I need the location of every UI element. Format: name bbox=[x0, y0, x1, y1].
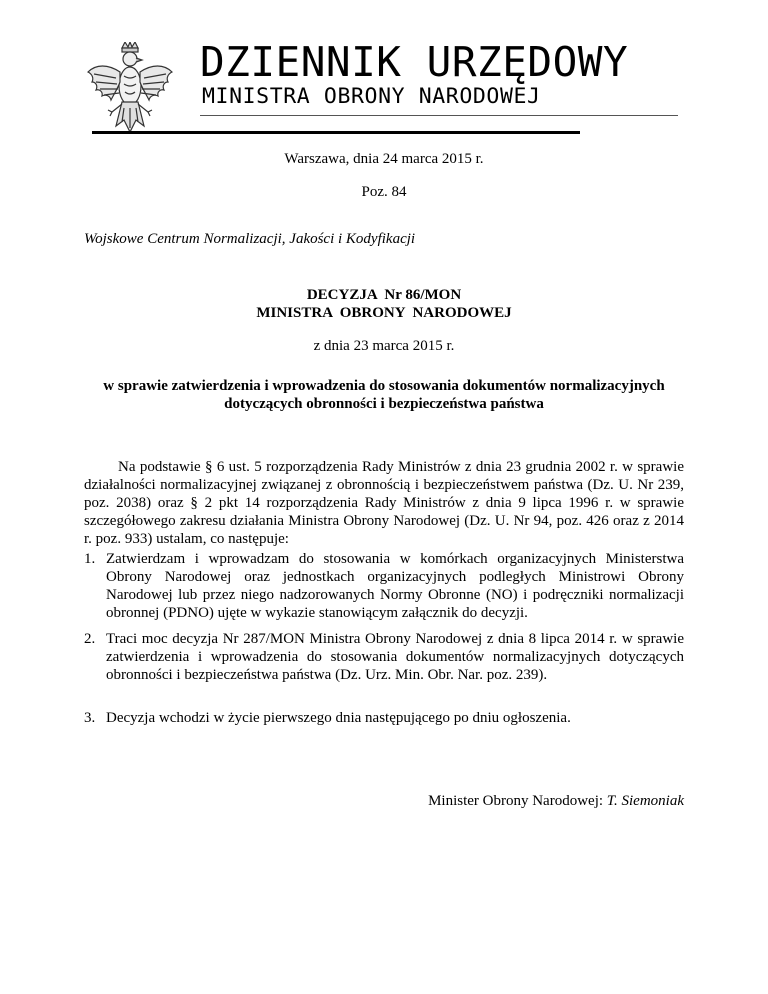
issuer: Wojskowe Centrum Normalizacji, Jakości i Kodyfikacji bbox=[84, 231, 416, 247]
intro-paragraph: Na podstawie § 6 ust. 5 rozporządzenia Rady Ministrów z dnia 23 grudnia 2002 r. w sprawie działalności normalizacyjnej związanej z obronnością i bezpieczeństwem państwa (Dz. U. Nr 239, poz. 2038) oraz § 2 pkt 14 rozporządzenia Rady Ministrów z dnia 9 lipca 1996 r. w sprawie szczegółowego zakresu działania Ministra Obrony Narodowej (Dz. U. Nr 94, poz. 426 oraz z 2014 r. poz. 933) ustalam, co następuje: bbox=[84, 459, 684, 547]
list-item-text: Zatwierdzam i wprowadzam do stosowania w komórkach organizacyjnych Ministerstwa Obrony Narodowej oraz jednostkach organizacyjnych podległych Ministrowi Obrony Narodowej lub przez niego nadzorowanych Normy Obronne (NO) i podręczniki normalizacji obronnej (PDNO) ujęte w wykazie stanowiącym załącznik do decyzji. bbox=[106, 551, 684, 621]
decision-subject-line-1: w sprawie zatwierdzenia i wprowadzenia do stosowania dokumentów normalizacyjnych bbox=[103, 378, 665, 394]
masthead-title: DZIENNIK URZĘDOWY bbox=[200, 38, 629, 86]
list-item-text: Decyzja wchodzi w życie pierwszego dnia następującego po dniu ogłoszenia. bbox=[106, 710, 571, 726]
masthead bbox=[0, 0, 768, 140]
list-item bbox=[84, 630, 684, 684]
signature bbox=[428, 792, 684, 810]
signature-role: Minister Obrony Narodowej: bbox=[428, 793, 604, 809]
decision-authority: MINISTRA OBRONY NARODOWEJ bbox=[256, 305, 512, 321]
white-eagle-emblem-icon bbox=[84, 42, 176, 136]
signature-name: T. Siemoniak bbox=[606, 793, 684, 809]
list-item-text: Traci moc decyzja Nr 287/MON Ministra Obrony Narodowej z dnia 8 lipca 2014 r. w sprawie zatwierdzenia i wprowadzenia do stosowania dokumentów normalizacyjnych dotyczących obronności i bezpieczeństwa państwa (Dz. Urz. Min. Obr. Nar. poz. 239). bbox=[106, 631, 684, 683]
decision-subject-line-2: dotyczących obronności i bezpieczeństwa państwa bbox=[224, 396, 544, 412]
list-item bbox=[84, 550, 684, 622]
masthead-subtitle: MINISTRA OBRONY NARODOWEJ bbox=[202, 84, 541, 109]
decision-date: z dnia 23 marca 2015 r. bbox=[313, 338, 455, 354]
decision-number: DECYZJA Nr 86/MON bbox=[306, 287, 462, 303]
position-number: Poz. 84 bbox=[361, 184, 407, 200]
list-item-number: 1. bbox=[84, 551, 96, 567]
masthead-thin-rule bbox=[200, 115, 678, 116]
list-item-number: 2. bbox=[84, 631, 96, 647]
place-date: Warszawa, dnia 24 marca 2015 r. bbox=[284, 151, 484, 167]
list-item-number: 3. bbox=[84, 710, 96, 726]
list-item bbox=[84, 709, 684, 727]
masthead-thick-rule bbox=[92, 131, 580, 134]
